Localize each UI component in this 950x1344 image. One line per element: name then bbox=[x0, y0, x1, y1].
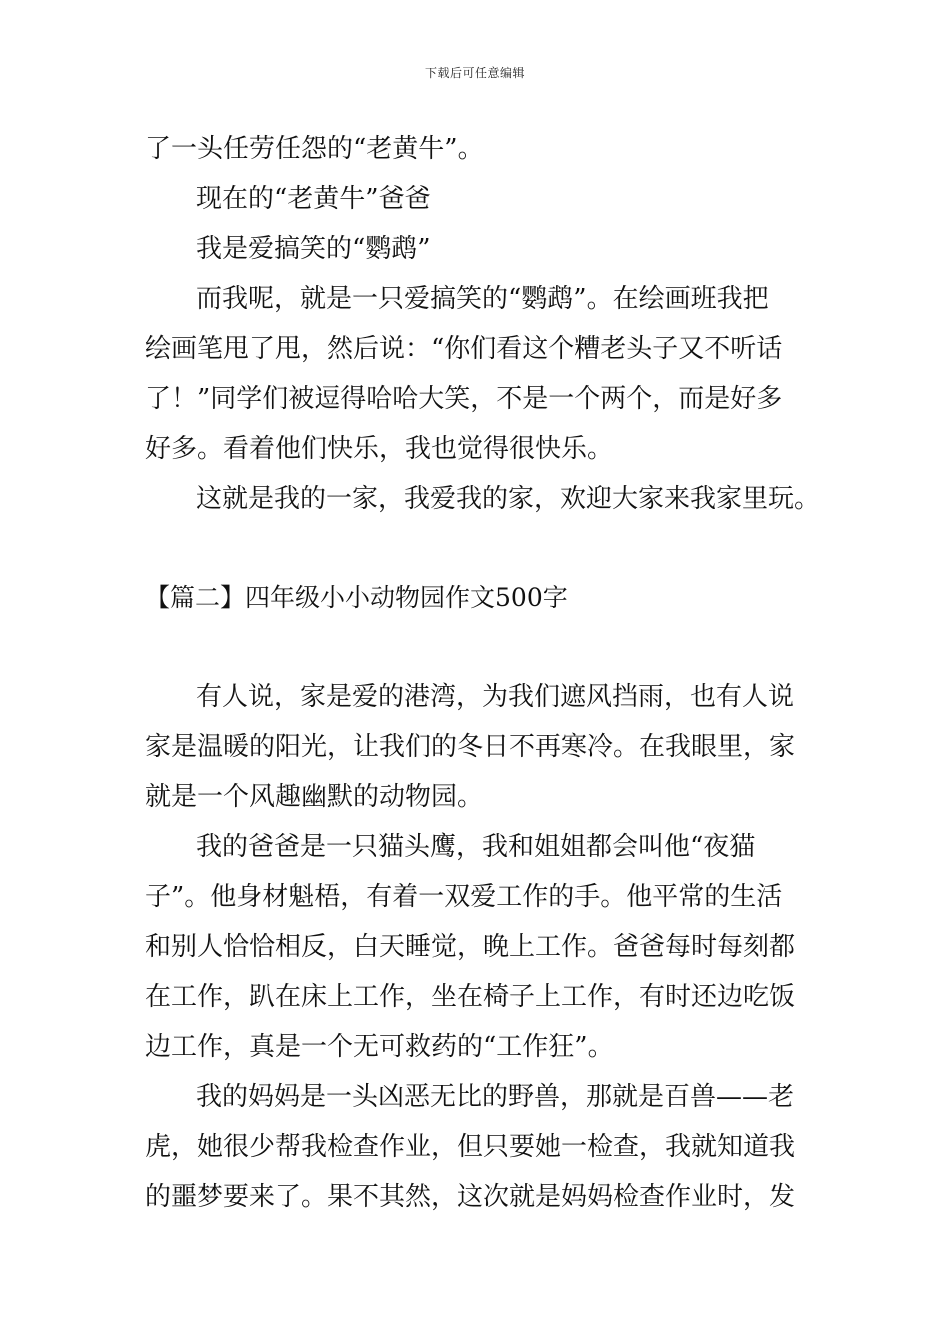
text-line: 虎，她很少帮我检查作业，但只要她一检查，我就知道我 bbox=[145, 1132, 796, 1162]
section-title: 【篇二】四年级小小动物园作文500字 bbox=[145, 583, 568, 612]
page-header: 下载后可任意编辑 bbox=[424, 66, 525, 80]
text-line: 了一头任劳任怨的“老黄牛”。 bbox=[145, 134, 484, 164]
text-line: 就是一个风趣幽默的动物园。 bbox=[145, 782, 484, 812]
subheading-line: 我是爱搞笑的“鹦鹉” bbox=[196, 234, 431, 264]
subheading-line: 现在的“老黄牛”爸爸 bbox=[196, 184, 431, 214]
paragraph-start-line: 我的爸爸是一只猫头鹰，我和姐姐都会叫他“夜猫 bbox=[196, 832, 756, 862]
paragraph-start-line: 我的妈妈是一头凶恶无比的野兽，那就是百兽——老 bbox=[196, 1082, 795, 1112]
paragraph-start-line: 而我呢，就是一只爱搞笑的“鹦鹉”。在绘画班我把 bbox=[196, 284, 769, 314]
text-line: 的噩梦要来了。果不其然，这次就是妈妈检查作业时，发 bbox=[145, 1182, 796, 1212]
text-line: 边工作，真是一个无可救药的“工作狂”。 bbox=[145, 1032, 614, 1062]
text-line: 和别人恰恰相反，白天睡觉，晚上工作。爸爸每时每刻都 bbox=[145, 932, 796, 962]
text-line: 好多。看着他们快乐，我也觉得很快乐。 bbox=[145, 434, 614, 464]
text-line: 在工作，趴在床上工作，坐在椅子上工作，有时还边吃饭 bbox=[145, 982, 796, 1012]
text-line: 家是温暖的阳光，让我们的冬日不再寒冷。在我眼里，家 bbox=[145, 732, 796, 762]
text-line: 了！”同学们被逗得哈哈大笑，不是一个两个，而是好多 bbox=[145, 384, 783, 414]
paragraph-start-line: 这就是我的一家，我爱我的家，欢迎大家来我家里玩。 bbox=[196, 484, 821, 514]
text-line: 绘画笔甩了甩，然后说：“你们看这个糟老头子又不听话 bbox=[145, 334, 783, 364]
text-line: 子”。他身材魁梧，有着一双爱工作的手。他平常的生活 bbox=[145, 882, 783, 912]
paragraph-start-line: 有人说，家是爱的港湾，为我们遮风挡雨，也有人说 bbox=[196, 682, 795, 712]
